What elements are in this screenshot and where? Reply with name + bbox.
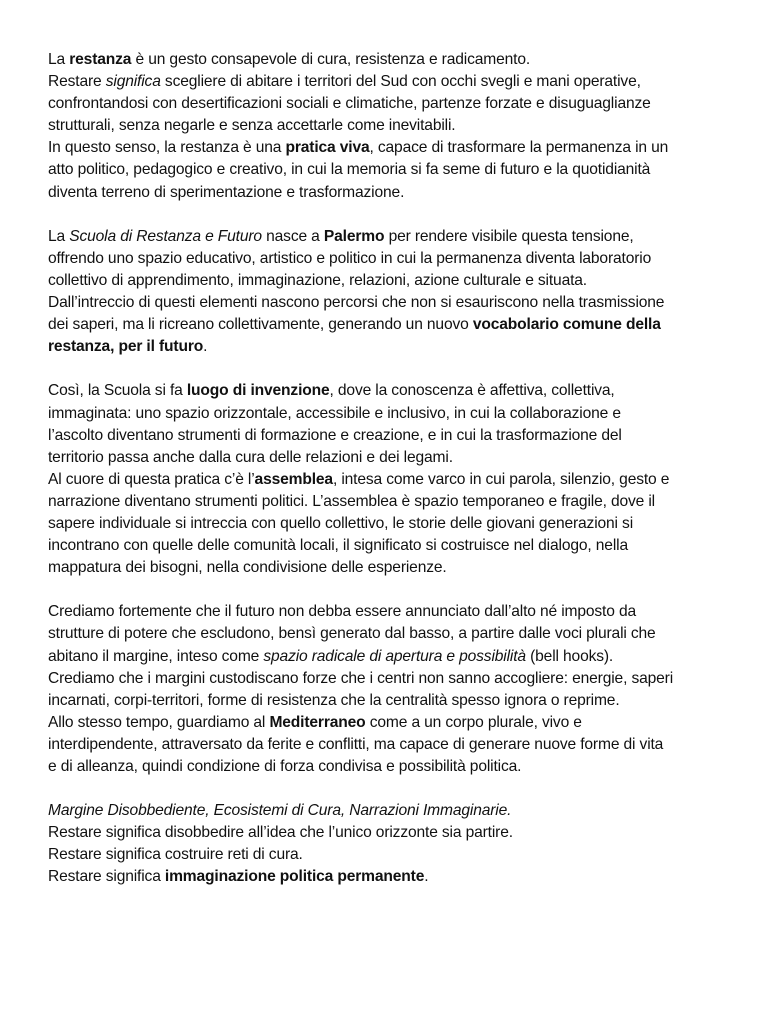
document-body [48, 49, 738, 911]
text-line [48, 71, 738, 93]
text-line [48, 844, 738, 866]
text-line [48, 866, 738, 888]
paragraph-restanza [48, 49, 738, 204]
text-run: In questo senso, la restanza è una [48, 139, 286, 157]
text-line [48, 226, 738, 248]
text-line [48, 690, 738, 712]
text-run: territorio passa anche dalla cura delle relazioni e dei legami. [48, 448, 453, 466]
text-line [48, 336, 738, 358]
paragraph-restare-significa [48, 800, 738, 888]
text-run: Crediamo che i margini custodiscano forze che i centri non sanno accogliere: energie, saperi [48, 669, 674, 687]
text-run: come a un corpo plurale, vivo e [365, 713, 582, 731]
text-run: collettivo di apprendimento, immaginazione, relazioni, azione culturale e situata. [48, 271, 587, 289]
italic-text: Margine Disobbediente, Ecosistemi di Cura, Narrazioni Immaginarie. [48, 802, 512, 820]
paragraph-scuola [48, 226, 738, 359]
text-line [48, 734, 738, 756]
text-line [48, 292, 738, 314]
bold-text: immaginazione politica permanente [164, 868, 425, 886]
text-line [48, 425, 738, 447]
bold-text: restanza [69, 51, 132, 68]
text-run: incarnati, corpi-territori, forme di resistenza che la centralità spesso ignora o reprime. [48, 691, 620, 709]
text-line [48, 756, 738, 778]
bold-text: Mediterraneo [269, 713, 366, 731]
text-run: Così, la Scuola si fa [48, 382, 187, 400]
italic-text: significa [105, 73, 161, 91]
text-run: La [48, 227, 70, 245]
text-line [48, 491, 738, 513]
bold-text: Palermo [323, 227, 385, 245]
text-run: Restare significa [48, 868, 165, 886]
text-line [48, 601, 738, 623]
text-line [48, 557, 738, 579]
text-run: l’ascolto diventano strumenti di formazione e creazione, e in cui la trasformazione del [48, 426, 622, 444]
bold-text: luogo di invenzione [186, 382, 330, 400]
text-run: per rendere visibile questa tensione, [384, 227, 634, 245]
text-line [48, 137, 738, 159]
paragraph-crediamo [48, 601, 738, 778]
text-run: immaginata: uno spazio orizzontale, accessibile e inclusivo, in cui la collaborazione e [48, 404, 621, 422]
text-run: . [203, 338, 208, 356]
text-line [48, 115, 738, 137]
text-line [48, 403, 738, 425]
text-line [48, 248, 738, 270]
text-run: mappatura dei bisogni, nella condivisione delle esperienze. [48, 559, 447, 577]
text-line [48, 380, 738, 402]
italic-text: spazio radicale di apertura e possibilità [263, 647, 526, 665]
text-run: La [48, 51, 70, 68]
text-line [48, 535, 738, 557]
text-run: narrazione diventano strumenti politici. L’assemblea è spazio temporaneo e fragile, dove il [48, 492, 655, 510]
text-run: Dall’intreccio di questi elementi nascono percorsi che non si esauriscono nella trasmissione [48, 294, 665, 312]
paragraph-luogo-di-invenzione [48, 380, 738, 579]
italic-text: Scuola di Restanza e Futuro [69, 227, 262, 245]
text-run: strutturali, senza negarle e senza accettarle come inevitabili. [48, 117, 456, 135]
text-run: Allo stesso tempo, guardiamo al [48, 713, 270, 731]
text-run: incontrano con quelle delle comunità locali, il significato si costruisce nel dialogo, nella [48, 537, 628, 555]
bold-text: assemblea [254, 470, 333, 488]
text-line [48, 623, 738, 645]
text-run: atto politico, pedagogico e creativo, in cui la memoria si fa seme di futuro e la quotidianità [48, 161, 651, 179]
text-run: strutture di potere che escludono, bensì generato dal basso, a partire dalle voci plurali che [48, 625, 656, 643]
text-run: è un gesto consapevole di cura, resistenza e radicamento. [131, 51, 531, 68]
text-line [48, 712, 738, 734]
text-run: nasce a [261, 227, 324, 245]
text-run: Restare [48, 73, 106, 91]
text-run: Crediamo fortemente che il futuro non debba essere annunciato dall’alto né imposto da [48, 603, 636, 621]
text-line [48, 800, 738, 822]
text-run: , dove la conoscenza è affettiva, collettiva, [329, 382, 615, 400]
bold-text: restanza, per il futuro [48, 338, 204, 356]
text-run: Al cuore di questa pratica c’è l’ [48, 470, 255, 488]
text-line [48, 668, 738, 690]
text-run: e di alleanza, quindi condizione di forza condivisa e possibilità politica. [48, 758, 522, 775]
text-line [48, 822, 738, 844]
text-line [48, 93, 738, 115]
text-line [48, 270, 738, 292]
bold-text: vocabolario comune della [472, 316, 661, 334]
text-run: Restare significa costruire reti di cura. [48, 846, 303, 864]
text-line [48, 159, 738, 181]
text-run: (bell hooks). [525, 647, 614, 665]
text-run: sapere individuale si intreccia con quello collettivo, le storie delle giovani generazioni si [48, 514, 634, 532]
text-run: offrendo uno spazio educativo, artistico e politico in cui la permanenza diventa laboratorio [48, 249, 652, 267]
text-run: abitano il margine, inteso come [48, 647, 264, 665]
text-run: Restare significa disobbedire all’idea che l’unico orizzonte sia partire. [48, 824, 513, 842]
text-line [48, 513, 738, 535]
text-run: , capace di trasformare la permanenza in un [369, 139, 669, 157]
text-line [48, 469, 738, 491]
text-line [48, 49, 738, 71]
text-run: , intesa come varco in cui parola, silenzio, gesto e [332, 470, 670, 488]
text-run: . [424, 868, 429, 886]
text-line [48, 182, 738, 204]
text-run: confrontandosi con desertificazioni sociali e climatiche, partenze forzate e disuguaglianze [48, 95, 651, 113]
text-run: dei saperi, ma li ricreano collettivamente, generando un nuovo [48, 316, 473, 334]
text-run: scegliere di abitare i territori del Sud con occhi svegli e mani operative, [160, 73, 641, 91]
text-run: interdipendente, attraversato da ferite e conflitti, ma capace di generare nuove forme di vita [48, 735, 664, 753]
text-run: diventa terreno di sperimentazione e trasformazione. [48, 183, 405, 201]
bold-text: pratica viva [285, 139, 370, 157]
text-line [48, 314, 738, 336]
text-line [48, 447, 738, 469]
text-line [48, 646, 738, 668]
